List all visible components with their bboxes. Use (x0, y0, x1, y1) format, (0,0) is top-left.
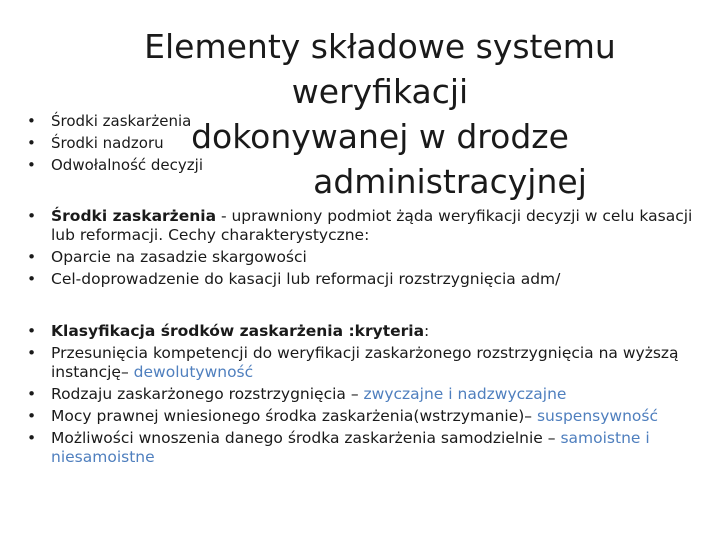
list-item (24, 429, 704, 467)
item-text: Rodzaju zaskarżonego rozstrzygnięcia – (51, 385, 364, 403)
title-line-3: administracyjnej (313, 162, 587, 202)
item-text: - uprawniony podmiot żąda weryfikacji decyzji w celu kasacji lub reformacji. Cechy charakterystyczne: (51, 207, 693, 244)
bold-term: Klasyfikacja środków zaskarżenia :kryteria (51, 322, 425, 340)
list-item: • Środki nadzoru (24, 132, 704, 154)
list-item (24, 207, 704, 245)
title-line-2: dokonywanej w drodze (191, 117, 569, 157)
item-text: Możliwości wnoszenia danego środka zaskarżenia samodzielnie – (51, 429, 561, 447)
item-text: : (424, 322, 430, 340)
accent-term: suspensywność (536, 407, 658, 425)
item-text: Przesunięcia kompetencji do weryfikacji zaskarżonego rozstrzygnięcia na wyższą instancję– (51, 344, 679, 381)
item-text: Mocy prawnej wniesionego środka zaskarżenia(wstrzymanie)– (51, 407, 537, 425)
list-item: • Cel-doprowadzenie do kasacji lub reformacji rozstrzygnięcia adm/ (24, 270, 704, 289)
list-item: • Odwołalność decyzji (24, 154, 704, 176)
list-item (24, 385, 704, 404)
list-item: • Oparcie na zasadzie skargowości (24, 248, 704, 267)
list-item: • Środki zaskarżenia (24, 110, 704, 132)
classification-list (24, 322, 704, 470)
list-item (24, 407, 704, 426)
bold-term: Środki zaskarżenia (51, 207, 217, 225)
accent-term: samoistne i niesamoistne (51, 429, 650, 466)
list-item (24, 344, 704, 382)
remedies-list (24, 207, 704, 292)
accent-term: dewolutywność (133, 363, 254, 381)
title-line-1: Elementy składowe systemu weryfikacji (144, 27, 616, 112)
list-item (24, 322, 704, 341)
elements-list (24, 110, 704, 176)
accent-term: zwyczajne i nadzwyczajne (363, 385, 567, 403)
